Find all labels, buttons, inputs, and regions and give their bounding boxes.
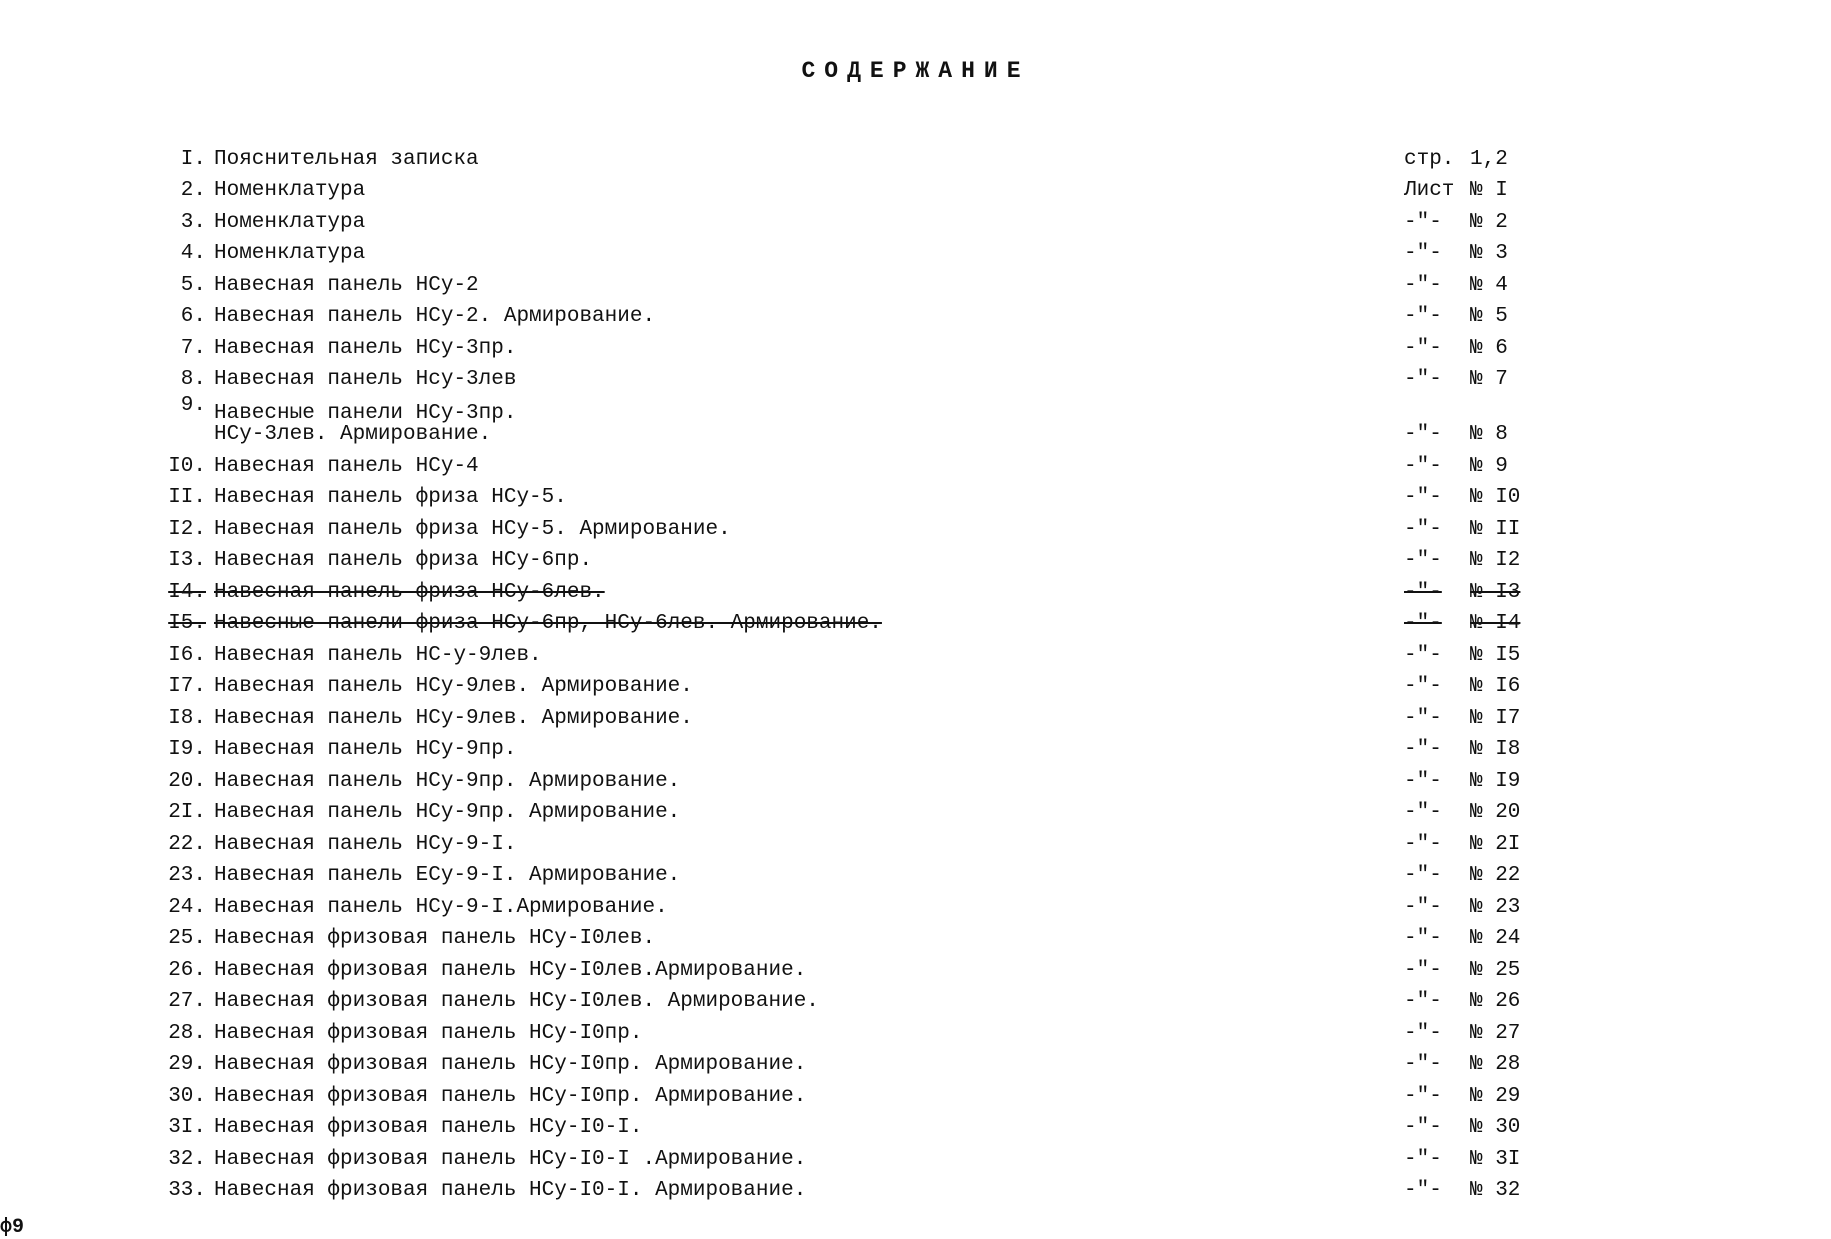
entry-sheet: № 5 [1470, 305, 1508, 328]
entry-ref: -"- [1404, 242, 1442, 265]
toc-row [0, 477, 1831, 509]
entry-number: I4. [168, 580, 206, 604]
entry-number: 6. [180, 305, 206, 328]
entry-ref: -"- [1404, 643, 1442, 667]
toc-row [0, 697, 1831, 729]
toc-row [0, 1044, 1831, 1076]
entry-number: I3. [168, 549, 206, 572]
entry-number: 2I. [168, 801, 206, 824]
entry-sheet: № I5 [1470, 643, 1521, 667]
entry-number: 25. [168, 927, 206, 950]
entry-title: Навесная фризовая панель НСу-I0пр. Армирование. [214, 1084, 807, 1108]
toc-row [0, 855, 1831, 887]
entry-title: Навесная панель НСу-2. Армирование. [214, 305, 656, 328]
entry-number: 23. [168, 864, 206, 887]
entry-sheet: № I [1470, 179, 1508, 202]
entry-sheet: № I7 [1470, 706, 1521, 730]
entry-number: 26. [168, 958, 206, 982]
entry-number: 33. [168, 1179, 206, 1202]
entry-number: I5. [168, 612, 206, 635]
entry-number: 4. [180, 242, 206, 265]
toc-row [0, 138, 1831, 170]
entry-title: Навесная панель НСу-9пр. Армирование. [214, 769, 681, 793]
entry-title: Навесная фризовая панель НСу-I0-I .Армирование. [214, 1147, 807, 1171]
entry-sheet: № 32 [1470, 1179, 1521, 1202]
toc-row [0, 823, 1831, 855]
entry-ref: -"- [1404, 1084, 1442, 1108]
entry-number: 32. [168, 1147, 206, 1171]
entry-ref: -"- [1404, 895, 1442, 919]
entry-ref: -"- [1404, 1179, 1442, 1202]
toc-row [0, 233, 1831, 265]
toc-row [0, 296, 1831, 328]
entry-sheet: № 8 [1470, 423, 1508, 446]
entry-number: I7. [168, 675, 206, 698]
entry-sheet: № 27 [1470, 1021, 1521, 1045]
entry-title: Навесная панель НСу-9лев. Армирование. [214, 706, 693, 730]
toc-row [0, 634, 1831, 666]
entry-sheet: № 2I [1470, 832, 1521, 856]
entry-number: I6. [168, 643, 206, 667]
entry-sheet: № I9 [1470, 769, 1521, 793]
entry-title: Навесные панели НСу-3пр. НСу-3лев. Армирование. [214, 402, 517, 446]
entry-title: Навесная фризовая панель НСу-I0лев. Армирование. [214, 990, 819, 1013]
entry-number: 5. [180, 273, 206, 297]
entry-sheet: № 3I [1470, 1147, 1521, 1171]
toc-row [0, 508, 1831, 540]
entry-ref: -"- [1404, 580, 1442, 604]
entry-title: Навесная фризовая панель НСу-I0лев.Армирование. [214, 958, 807, 982]
entry-number: I9. [168, 738, 206, 761]
entry-title: Навесная панель НС-у-9лев. [214, 643, 542, 667]
toc-row [0, 949, 1831, 981]
entry-title: Навесная панель НСу-3пр. [214, 336, 517, 360]
entry-sheet: № 29 [1470, 1084, 1521, 1108]
toc-row [0, 1075, 1831, 1107]
entry-ref: -"- [1404, 1053, 1442, 1076]
entry-ref: -"- [1404, 832, 1442, 856]
entry-number: 24. [168, 895, 206, 919]
entry-title: Навесная фризовая панель НСу-I0-I. [214, 1116, 643, 1139]
toc-row [0, 792, 1831, 824]
entry-sheet: № 4 [1470, 273, 1508, 297]
toc-row [0, 1138, 1831, 1170]
toc-row [0, 201, 1831, 233]
entry-sheet: № 30 [1470, 1116, 1521, 1139]
entry-sheet: № 20 [1470, 801, 1521, 824]
entry-ref: -"- [1404, 517, 1442, 541]
entry-title: Навесная фризовая панель НСу-I0-I. Армирование. [214, 1179, 807, 1202]
entry-sheet: № 9 [1470, 454, 1508, 478]
entry-sheet: № 23 [1470, 895, 1521, 919]
entry-sheet: № 22 [1470, 864, 1521, 887]
entry-ref: -"- [1404, 549, 1442, 572]
entry-sheet: № 6 [1470, 336, 1508, 360]
entry-ref: -"- [1404, 368, 1442, 391]
entry-ref: -"- [1404, 990, 1442, 1013]
entry-sheet: № II [1470, 517, 1521, 541]
entry-ref: -"- [1404, 769, 1442, 793]
entry-ref: -"- [1404, 706, 1442, 730]
entry-sheet: № 28 [1470, 1053, 1521, 1076]
entry-ref: -"- [1404, 1147, 1442, 1171]
entry-title: Номенклатура [214, 210, 366, 234]
entry-title: Навесная панель фриза НСу-6пр. [214, 549, 593, 572]
entry-title: Навесная панель фриза НСу-6лев. [214, 580, 605, 604]
entry-title: Номенклатура [214, 179, 366, 202]
toc-row [0, 760, 1831, 792]
toc-row [0, 264, 1831, 296]
toc-row [0, 729, 1831, 761]
margin-note: ф9 [0, 1216, 25, 1239]
entry-ref: -"- [1404, 864, 1442, 887]
toc-row [0, 1012, 1831, 1044]
entry-ref: -"- [1404, 273, 1442, 297]
entry-title: Навесная панель фриза НСу-5. Армирование. [214, 517, 731, 541]
entry-ref: -"- [1404, 336, 1442, 360]
entry-title: Навесная панель фриза НСу-5. [214, 486, 567, 509]
entry-number: 29. [168, 1053, 206, 1076]
toc-row [0, 981, 1831, 1013]
entry-ref: -"- [1404, 958, 1442, 982]
entry-ref: -"- [1404, 675, 1442, 698]
entry-ref: -"- [1404, 801, 1442, 824]
entry-title: Навесная панель НСу-4 [214, 454, 479, 478]
toc-row [0, 390, 1831, 445]
toc-row [0, 1107, 1831, 1139]
entry-sheet: № I6 [1470, 675, 1521, 698]
entry-title: Навесная панель НСу-9-I. [214, 832, 517, 856]
entry-ref: Лист [1404, 179, 1455, 202]
toc-row [0, 359, 1831, 391]
toc-row [0, 918, 1831, 950]
entry-ref: -"- [1404, 927, 1442, 950]
entry-sheet: № I2 [1470, 549, 1521, 572]
entry-number: 3. [180, 210, 206, 234]
entry-ref: -"- [1404, 454, 1442, 478]
toc-row [0, 170, 1831, 202]
entry-number: 28. [168, 1021, 206, 1045]
toc-row [0, 666, 1831, 698]
entry-sheet: № 25 [1470, 958, 1521, 982]
entry-title: Навесная панель НСу-9лев. Армирование. [214, 675, 693, 698]
entry-sheet: № I3 [1470, 580, 1521, 604]
entry-title: Навесная панель НСу-2 [214, 273, 479, 297]
entry-number: I0. [168, 454, 206, 478]
entry-number: 8. [180, 368, 206, 391]
entry-number: I2. [168, 517, 206, 541]
entry-sheet: № 24 [1470, 927, 1521, 950]
entry-title: Навесная панель Нсу-3лев [214, 368, 517, 391]
toc-row [0, 445, 1831, 477]
entry-sheet: № I4 [1470, 612, 1521, 635]
entry-ref: -"- [1404, 612, 1442, 635]
entry-ref: -"- [1404, 486, 1442, 509]
entry-sheet: № I8 [1470, 738, 1521, 761]
entry-ref: -"- [1404, 738, 1442, 761]
entry-number: 20. [168, 769, 206, 793]
entry-number: 22. [168, 832, 206, 856]
entry-title: Навесная панель НСу-9пр. Армирование. [214, 801, 681, 824]
entry-ref: -"- [1404, 305, 1442, 328]
entry-title: Пояснительная записка [214, 147, 479, 171]
entry-ref: -"- [1404, 423, 1442, 446]
entry-title: Навесная фризовая панель НСу-I0лев. [214, 927, 656, 950]
table-of-contents [0, 138, 1831, 1201]
entry-number: 7. [180, 336, 206, 360]
toc-row [0, 540, 1831, 572]
entry-number: II. [168, 486, 206, 509]
entry-title: Номенклатура [214, 242, 366, 265]
entry-number: 30. [168, 1084, 206, 1108]
page-title: СОДЕРЖАНИЕ [801, 58, 1030, 84]
entry-sheet: № 2 [1470, 210, 1508, 234]
entry-sheet: № I0 [1470, 486, 1521, 509]
entry-number: 2. [180, 179, 206, 202]
entry-number: 3I. [168, 1116, 206, 1139]
toc-row-struck [0, 603, 1831, 635]
entry-ref: -"- [1404, 210, 1442, 234]
entry-sheet: 1,2 [1470, 147, 1508, 171]
entry-ref: стр. [1404, 147, 1455, 171]
entry-title: Навесная фризовая панель НСу-I0пр. [214, 1021, 643, 1045]
entry-title: Навесные панели фриза НСу-6пр, НСу-6лев. Армирование. [214, 612, 882, 635]
entry-sheet: № 3 [1470, 242, 1508, 265]
toc-row [0, 886, 1831, 918]
entry-title: Навесная панель НСу-9пр. [214, 738, 517, 761]
entry-ref: -"- [1404, 1021, 1442, 1045]
entry-title: Навесная фризовая панель НСу-I0пр. Армирование. [214, 1053, 807, 1076]
entry-number: I. [180, 147, 206, 171]
entry-number: I8. [168, 706, 206, 730]
entry-ref: -"- [1404, 1116, 1442, 1139]
entry-sheet: № 7 [1470, 368, 1508, 391]
toc-row-struck [0, 571, 1831, 603]
entry-number: 9. [180, 394, 206, 417]
entry-title: Навесная панель ЕСу-9-I. Армирование. [214, 864, 681, 887]
toc-row [0, 327, 1831, 359]
toc-row [0, 1170, 1831, 1202]
entry-sheet: № 26 [1470, 990, 1521, 1013]
entry-number: 27. [168, 990, 206, 1013]
entry-title: Навесная панель НСу-9-I.Армирование. [214, 895, 668, 919]
